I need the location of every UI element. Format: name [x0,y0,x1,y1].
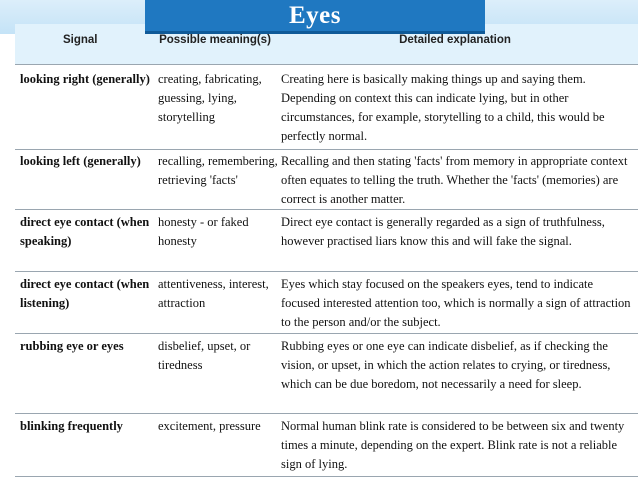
row-divider [15,413,638,414]
signal-cell: blinking frequently [20,419,123,433]
meaning-cell: attentiveness, interest, attraction [158,277,269,310]
row-divider [15,333,638,334]
row-divider [15,271,638,272]
detail-cell: Normal human blink rate is considered to be between six and twenty times a minute, depending on the expert. Blink rate is not a reliable sign of lying. [281,419,625,471]
detail-cell: Creating here is basically making things up and saying them. Depending on context this can indicate lying, but in other circumstances, for example, storytelling to a child, this would be perfectly normal. [281,72,605,143]
meaning-cell: creating, fabricating, guessing, lying, storytelling [158,72,262,124]
meaning-cell: honesty - or faked honesty [158,215,249,248]
signal-cell: rubbing eye or eyes [20,339,124,353]
row-divider [15,149,638,150]
signal-cell: looking right (generally) [20,72,150,86]
slide-title: Eyes [145,0,485,34]
detail-cell: Eyes which stay focused on the speakers eyes, tend to indicate focused interested attention too, which is normally a sign of attraction to the person and/or the subject. [281,277,631,329]
header-possible-meanings: Possible meaning(s) [159,34,271,46]
detail-cell: Rubbing eyes or one eye can indicate disbelief, as if checking the vision, or upset, in which the action relates to crying, or tiredness, which can be due boredom, not necessarily a need for sleep. [281,339,611,391]
detail-cell: Recalling and then stating 'facts' from memory in appropriate context often equates to telling the truth. Whether the 'facts' (memories) are correct is another matter. [281,154,628,206]
row-divider [15,476,638,477]
row-divider [15,209,638,210]
signal-cell: direct eye contact (when listening) [20,277,150,310]
signal-cell: looking left (generally) [20,154,141,168]
header-signal: Signal [63,34,98,46]
row-divider [15,64,638,65]
meaning-cell: recalling, remembering, retrieving 'facts' [158,154,278,187]
meaning-cell: excitement, pressure [158,419,261,433]
signal-cell: direct eye contact (when speaking) [20,215,150,248]
header-detailed-explanation: Detailed explanation [399,34,511,46]
detail-cell: Direct eye contact is generally regarded as a sign of truthfulness, however practised liars know this and will fake the signal. [281,215,605,248]
meaning-cell: disbelief, upset, or tiredness [158,339,251,372]
